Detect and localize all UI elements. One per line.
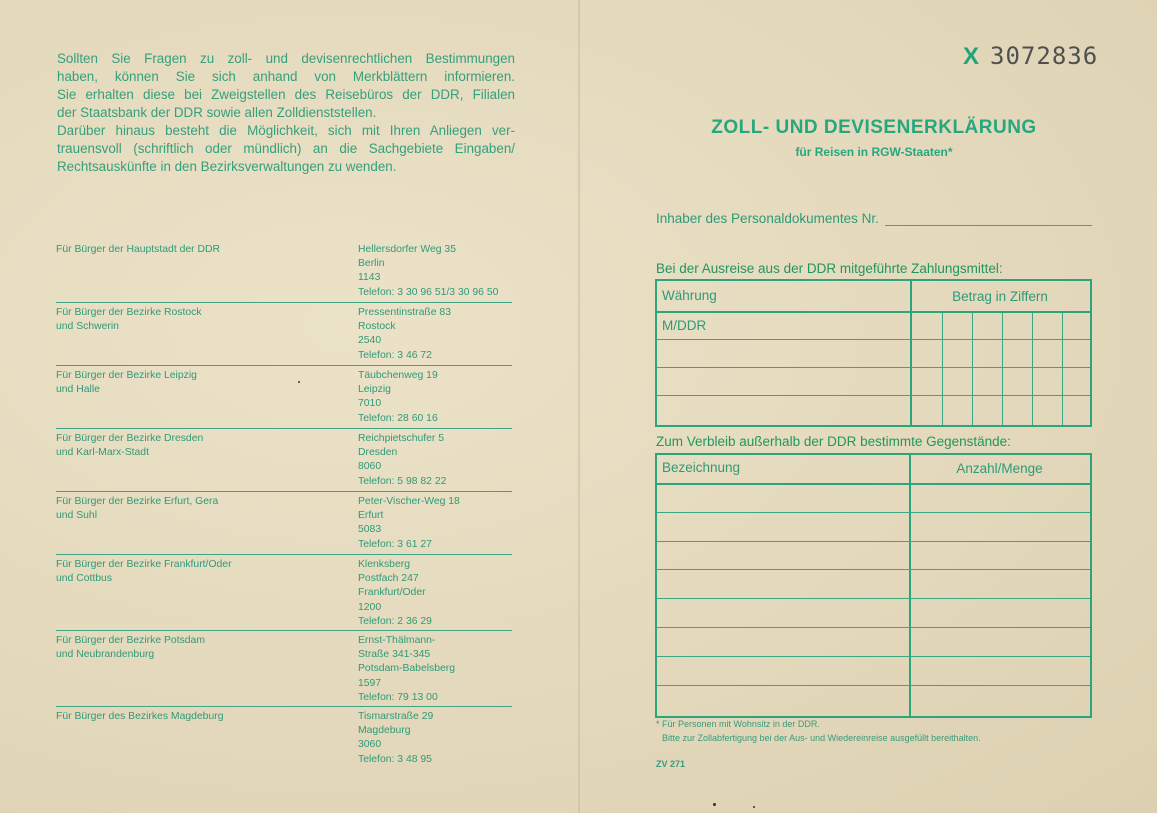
address-line: Telefon: 3 61 27: [358, 538, 432, 550]
goods-row-line: [657, 656, 1090, 657]
currency-cell: M/DDR: [662, 318, 707, 333]
address-line: Ernst-Thälmann-: [358, 635, 436, 646]
intro-paragraph: [57, 50, 515, 176]
address-list: [56, 240, 512, 767]
payment-section-label: Bei der Ausreise aus der DDR mitgeführte Zahlungsmittel:: [656, 261, 1003, 276]
goods-section-label: Zum Verbleib außerhalb der DDR bestimmte Gegenstände:: [656, 434, 1011, 449]
address-line: 3060: [358, 739, 382, 751]
region-line: Für Bürger des Bezirkes Magdeburg: [56, 711, 224, 722]
region-line: Für Bürger der Bezirke Erfurt, Gera: [56, 496, 219, 507]
address-line: Telefon: 5 98 82 22: [358, 475, 447, 487]
intro-line: Sollten Sie Fragen zu zoll- und devisenrechtlichen Bestimmungen: [57, 51, 515, 66]
region-line: und Halle: [56, 384, 100, 396]
address-entry: [56, 707, 512, 767]
form-subtitle: für Reisen in RGW-Staaten*: [795, 145, 953, 159]
goods-col-divider: [909, 455, 911, 716]
address-region: [56, 710, 336, 724]
region-line: und Neubrandenburg: [56, 649, 155, 661]
address-line: Pressentinstraße 83: [358, 307, 451, 318]
address-line: 1200: [358, 601, 382, 613]
col-amount-header: Betrag in Ziffern: [952, 289, 1048, 304]
region-line: Für Bürger der Hauptstadt der DDR: [56, 244, 221, 255]
goods-table: [655, 453, 1092, 718]
region-line: und Karl-Marx-Stadt: [56, 447, 149, 459]
address-entry: [56, 631, 512, 707]
intro-line: trauensvoll (schriftlich oder mündlich) an die Sachgebiete Eingaben/: [57, 141, 515, 156]
address-line: 8060: [358, 461, 382, 473]
address-region: [56, 306, 336, 334]
address-lines: [358, 555, 512, 629]
address-line: Magdeburg: [358, 725, 411, 737]
payment-table: [655, 279, 1092, 427]
address-line: 7010: [358, 398, 382, 410]
payment-row-line: [657, 339, 1090, 340]
address-entry: [56, 555, 512, 631]
address-lines: [358, 707, 512, 767]
payment-header-rule: [657, 311, 1090, 313]
col-description-header: Bezeichnung: [662, 460, 741, 475]
address-line: Telefon: 3 46 72: [358, 349, 432, 361]
address-line: Erfurt: [358, 510, 384, 522]
address-line: Täubchenweg 19: [358, 370, 438, 381]
address-entry: [56, 492, 512, 555]
address-line: Telefon: 79 13 00: [358, 691, 438, 703]
address-line: Straße 341-345: [358, 649, 431, 661]
address-region: [56, 634, 336, 662]
footnote: [656, 717, 981, 745]
address-lines: [358, 303, 512, 363]
page-fold: [578, 0, 580, 813]
address-lines: [358, 429, 512, 489]
address-line: 1597: [358, 677, 382, 689]
serial-number: [963, 42, 1098, 71]
goods-row-line: [657, 569, 1090, 570]
holder-fill-line[interactable]: [885, 213, 1092, 226]
address-line: Frankfurt/Oder: [358, 587, 426, 599]
serial-prefix: X: [963, 43, 981, 70]
address-entry: [56, 429, 512, 492]
intro-line: Rechtsauskünfte in den Bezirksverwaltungen zu wenden.: [57, 159, 397, 174]
address-region: [56, 558, 336, 586]
holder-label: Inhaber des Personaldokumentes Nr.: [656, 211, 879, 226]
address-line: Leipzig: [358, 384, 391, 396]
address-entry: [56, 366, 512, 429]
address-line: Telefon: 3 48 95: [358, 753, 432, 765]
address-line: Telefon: 2 36 29: [358, 615, 432, 627]
address-entry: [56, 303, 512, 366]
address-line: Telefon: 28 60 16: [358, 412, 438, 424]
paper-speck: [298, 381, 300, 383]
address-line: Reichpietschufer 5: [358, 433, 445, 444]
address-line: Klenksberg: [358, 559, 410, 570]
digit-column-line: [1062, 313, 1063, 425]
region-line: und Schwerin: [56, 321, 119, 333]
address-line: Rostock: [358, 321, 396, 333]
digit-column-line: [1002, 313, 1003, 425]
address-line: Dresden: [358, 447, 398, 459]
goods-header-rule: [657, 483, 1090, 485]
region-line: und Suhl: [56, 510, 98, 522]
intro-line: haben, können Sie sich anhand von Merkblättern informieren.: [57, 69, 515, 84]
goods-row-line: [657, 598, 1090, 599]
address-line: Tismarstraße 29: [358, 711, 434, 722]
address-region: [56, 432, 336, 460]
address-line: 2540: [358, 335, 382, 347]
form-title: ZOLL- UND DEVISENERKLÄRUNG: [711, 117, 1037, 138]
form-number: ZV 271: [656, 759, 686, 769]
goods-row-line: [657, 512, 1090, 513]
footnote-line: Bitte zur Zollabfertigung bei der Aus- und Wiedereinreise ausgefüllt bereithalten.: [662, 733, 981, 743]
region-line: Für Bürger der Bezirke Dresden: [56, 433, 204, 444]
address-lines: [358, 492, 512, 552]
address-line: Peter-Vischer-Weg 18: [358, 496, 460, 507]
paper-speck: [753, 806, 755, 808]
region-line: Für Bürger der Bezirke Potsdam: [56, 635, 205, 646]
goods-row-line: [657, 685, 1090, 686]
address-entry: [56, 240, 512, 303]
holder-field[interactable]: [656, 211, 1092, 226]
address-region: [56, 495, 336, 523]
intro-line: der Staatsbank der DDR sowie allen Zolldienststellen.: [57, 105, 377, 120]
address-line: Telefon: 3 30 96 51/3 30 96 50: [358, 286, 499, 298]
col-currency-header: Währung: [662, 288, 717, 303]
address-line: Berlin: [358, 258, 385, 270]
address-lines: [358, 366, 512, 426]
payment-row-line: [657, 395, 1090, 396]
intro-line: Sie erhalten diese bei Zweigstellen des Reisebüros der DDR, Filialen: [57, 87, 515, 102]
paper-speck: [713, 803, 716, 806]
region-line: Für Bürger der Bezirke Leipzig: [56, 370, 197, 381]
digit-column-line: [942, 313, 943, 425]
region-line: Für Bürger der Bezirke Rostock: [56, 307, 202, 318]
intro-line: Darüber hinaus besteht die Möglichkeit, sich mit Ihren Anliegen ver-: [57, 123, 515, 138]
digit-column-line: [1032, 313, 1033, 425]
address-line: Hellersdorfer Weg 35: [358, 244, 456, 255]
address-line: 1143: [358, 272, 381, 284]
address-line: Potsdam-Babelsberg: [358, 663, 456, 675]
serial-digits: 3072836: [990, 42, 1099, 70]
address-region: [56, 243, 336, 257]
payment-row-line: [657, 367, 1090, 368]
digit-column-line: [972, 313, 973, 425]
region-line: und Cottbus: [56, 573, 113, 585]
address-lines: [358, 240, 512, 300]
goods-row-line: [657, 541, 1090, 542]
address-line: 5083: [358, 524, 382, 536]
col-quantity-header: Anzahl/Menge: [956, 461, 1043, 476]
region-line: Für Bürger der Bezirke Frankfurt/Oder: [56, 559, 232, 570]
footnote-line: * Für Personen mit Wohnsitz in der DDR.: [656, 719, 820, 729]
address-line: Postfach 247: [358, 573, 419, 585]
address-region: [56, 369, 336, 397]
goods-row-line: [657, 627, 1090, 628]
address-lines: [358, 631, 512, 705]
